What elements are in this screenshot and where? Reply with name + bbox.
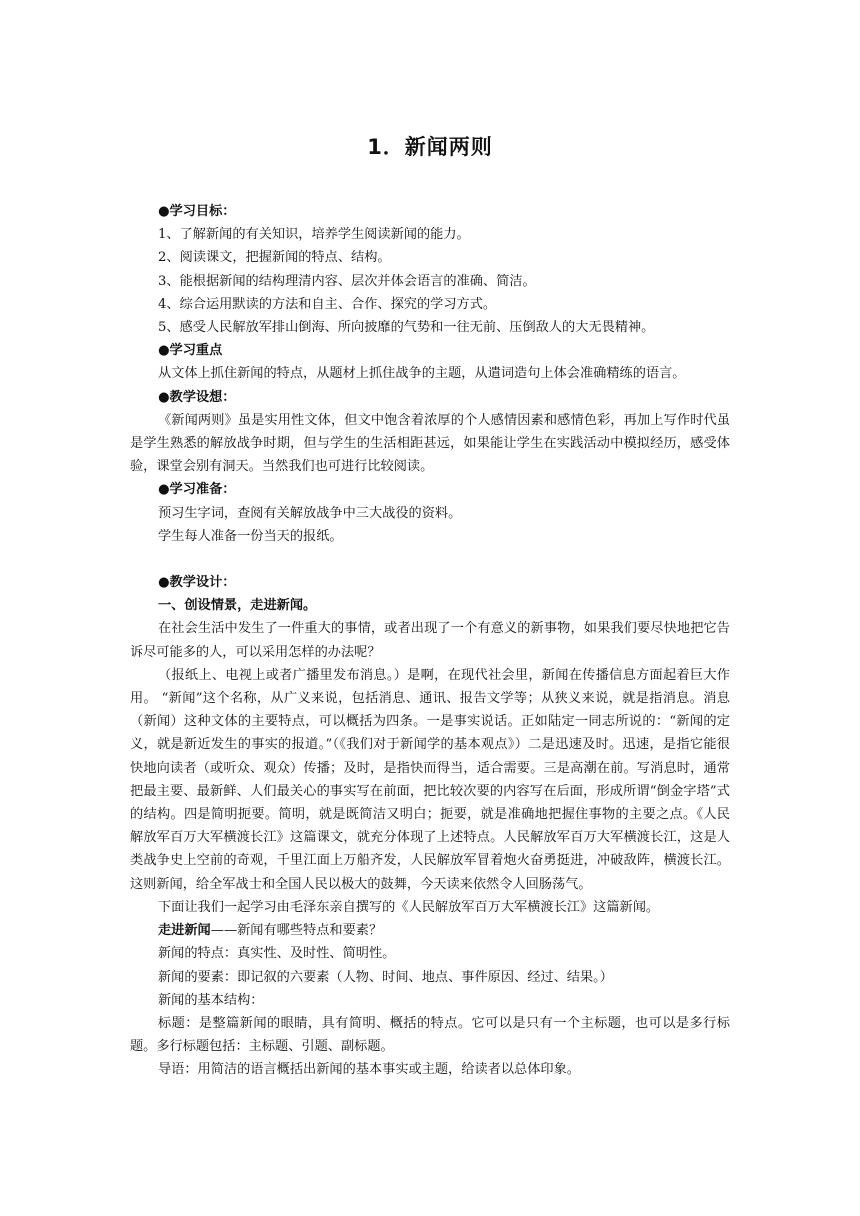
news-elements: 新闻的要素：即记叙的六要素（人物、时间、地点、事件原因、经过、结果。） [158, 969, 613, 985]
key-points-heading: ●学习重点 [158, 343, 223, 359]
page-title: 1．新闻两则 [367, 135, 493, 159]
teaching-idea-heading: ●教学设想： [158, 389, 236, 405]
news-headline: 标题：是整篇新闻的眼睛，具有简明、概括的特点。它可以是只有一个主标题，也可以是多行标题。多行标题包括：主标题、引题、副标题。 [130, 1015, 730, 1055]
objective-item-4: 4、综合运用默读的方法和自主、合作、探究的学习方式。 [158, 296, 497, 312]
key-points-text: 从文体上抓住新闻的特点，从题材上抓住战争的主题，从遣词造句上体会准确精练的语言。 [158, 366, 686, 382]
objective-item-1: 1、了解新闻的有关知识，培养学生阅读新闻的能力。 [158, 227, 470, 243]
preparation-item-2: 学生每人准备一份当天的报纸。 [158, 528, 343, 544]
objective-item-3: 3、能根据新闻的结构理清内容、层次并体会语言的准确、简洁。 [158, 273, 536, 289]
design-paragraph-3: 下面让我们一起学习由毛泽东亲自撰写的《人民解放军百万大军横渡长江》这篇新闻。 [158, 899, 660, 915]
design-heading: ●教学设计： [158, 575, 236, 591]
walk-in-news-line [130, 919, 730, 942]
preparation-heading: ●学习准备： [158, 482, 236, 498]
design-paragraph-2: （报纸上、电视上或者广播里发布消息。）是啊，在现代社会里，新闻在传播信息方面起着巨大作用。 “新闻”这个名称，从广义来说，包括消息、通讯、报告文学等；从狭义来说，就是指消息。消息（新闻）这种文体的主要特点，可以概括为四条。一是事实说话。正如陆定一同志所说的：“新闻的定义，就是新近发生的事实的报道。”（《我们对于新闻学的基本观点》）二是迅速及时。迅速，是指它能很快地向读者（或听众、观众）传播；及时，是指快而得当，适合需要。三是高潮在前。写消息时，通常把最主要、最新鲜、人们最关心的事实写在前面，把比较次要的内容写在后面，形成所谓“倒金字塔”式的结构。四是简明扼要。简明，就是既简洁又明白；扼要，就是准确地把握住事物的主要之点。《人民解放军百万大军横渡长江》这篇课文，就充分体现了上述特点。人民解放军百万大军横渡长江，这是人类战争史上空前的奇观，千里江面上万船齐发，人民解放军冒着炮火奋勇挺进，冲破敌阵，横渡长江。这则新闻，给全军战士和全国人民以极大的鼓舞，今天读来依然令人回肠荡气。 [130, 667, 730, 892]
document-body [130, 200, 730, 1082]
news-features: 新闻的特点：真实性、及时性、简明性。 [158, 946, 396, 962]
objectives-heading: ●学习目标： [158, 204, 236, 219]
walk-in-news-bold: 走进新闻 [158, 923, 211, 939]
objective-item-2: 2、阅读课文，把握新闻的特点、结构。 [158, 250, 391, 266]
news-structure: 新闻的基本结构： [158, 992, 264, 1008]
teaching-idea-text: 《新闻两则》虽是实用性文体，但文中饱含着浓厚的个人感情因素和感情色彩，再加上写作时代虽是学生熟悉的解放战争时期，但与学生的生活相距甚远，如果能让学生在实践活动中模拟经历，感受体验，课堂会别有洞天。当然我们也可进行比较阅读。 [130, 412, 730, 475]
preparation-item-1: 预习生字词，查阅有关解放战争中三大战役的资料。 [158, 505, 462, 521]
walk-in-news-rest: ——新闻有哪些特点和要素？ [210, 923, 383, 939]
objective-item-5: 5、感受人民解放军排山倒海、所向披靡的气势和一往无前、压倒敌人的大无畏精神。 [158, 320, 655, 336]
news-lead: 导语：用简洁的语言概括出新闻的基本事实或主题，给读者以总体印象。 [158, 1062, 580, 1078]
design-paragraph-1: 在社会生活中发生了一件重大的事情，或者出现了一个有意义的新事物，如果我们要尽快地把它告诉尽可能多的人，可以采用怎样的办法呢？ [130, 621, 730, 660]
section-gap [130, 548, 730, 571]
design-section-1-heading: 一、创设情景，走进新闻。 [158, 598, 317, 614]
